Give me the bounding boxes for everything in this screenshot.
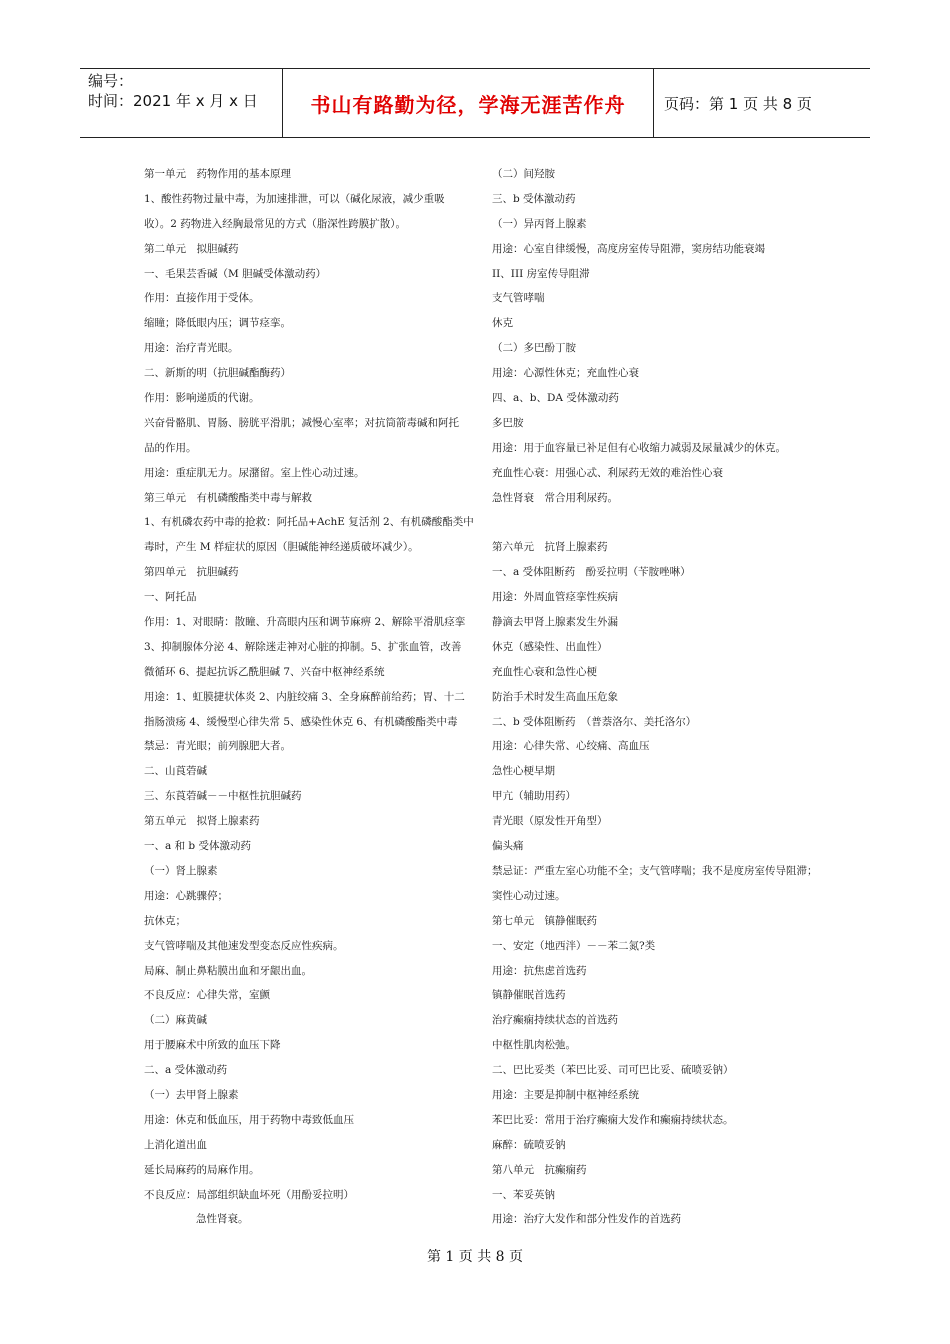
text-line: 用于腰麻术中所致的血压下降	[144, 1039, 281, 1052]
text-line: 二、巴比妥类（苯巴比妥、司可巴比妥、硫喷妥钠）	[492, 1064, 734, 1077]
text-line: 指肠溃疡 4、缓慢型心律失常 5、感染性休克 6、有机磷酸酯类中毒	[144, 715, 458, 728]
text-line: 用途：1、虹膜捷状体炎 2、内脏绞痛 3、全身麻醉前给药；胃、十二	[144, 690, 465, 703]
text-line: 用途：心律失常、心绞痛、高血压	[492, 740, 650, 753]
text-line: 作用：影响递质的代谢。	[144, 392, 260, 405]
text-line: 第七单元 镇静催眠药	[492, 914, 597, 927]
text-line: 第五单元 拟肾上腺素药	[144, 815, 260, 828]
text-line: 支气管哮喘	[492, 292, 545, 305]
text-line: 用途：心室自律缓慢，高度房室传导阻滞，窦房结功能衰竭	[492, 242, 765, 255]
text-line: 用途：治疗大发作和部分性发作的首选药	[492, 1213, 681, 1226]
text-line: 用途：心跳骤停；	[144, 889, 228, 902]
text-line: （一）异丙肾上腺素	[492, 217, 587, 230]
text-line: 三、东莨菪碱－－中枢性抗胆碱药	[144, 790, 302, 803]
text-line: 1、有机磷农药中毒的抢救：阿托品+AchE 复活剂 2、有机磷酸酯类中	[144, 516, 474, 529]
left-text-column	[144, 162, 474, 1232]
text-line: 充血性心衰：用强心忒、利尿药无效的难治性心衰	[492, 466, 723, 479]
text-line: 窦性心动过速。	[492, 889, 566, 902]
text-line: 麻醉：硫喷妥钠	[492, 1138, 566, 1151]
text-line: 收）。2 药物进入经胸最常见的方式（脂深性跨膜扩散）。	[144, 217, 407, 230]
right-text-column	[492, 162, 822, 1232]
text-line: 二、b 受体阻断药 （普萘洛尔、美托洛尔）	[492, 715, 697, 728]
text-line: 用途：外周血管痉挛性疾病	[492, 591, 618, 604]
text-line: 上消化道出血	[144, 1138, 207, 1151]
text-line: 不良反应：局部组织缺血坏死（用酚妥拉明）	[144, 1188, 354, 1201]
text-line: 兴奋骨骼肌、胃肠、膀胱平滑肌；减慢心室率；对抗筒箭毒碱和阿托	[144, 416, 459, 429]
text-line: 甲亢（辅助用药）	[492, 790, 576, 803]
text-line: 防治手术时发生高血压危象	[492, 690, 618, 703]
text-line: 禁忌：青光眼；前列腺肥大者。	[144, 740, 291, 753]
text-line: 第四单元 抗胆碱药	[144, 566, 239, 579]
text-line: 用途：主要是抑制中枢神经系统	[492, 1088, 639, 1101]
text-line: （二）多巴酚丁胺	[492, 342, 576, 355]
text-line: 四、a、b、DA 受体激动药	[492, 392, 619, 405]
text-line: 一、阿托品	[144, 591, 197, 604]
header-page-number: 页码：第 1 页 共 8 页	[664, 94, 812, 113]
text-line: 一、毛果芸香碱（M 胆碱受体激动药）	[144, 267, 327, 280]
text-line: 多巴胺	[492, 416, 524, 429]
text-line: 缩瞳；降低眼内压；调节痉挛。	[144, 317, 291, 330]
header-meta	[80, 69, 282, 137]
text-line: 局麻、制止鼻粘膜出血和牙龈出血。	[144, 964, 312, 977]
text-line: 三、b 受体激动药	[492, 192, 576, 205]
text-line: 用途：心源性休克；充血性心衰	[492, 367, 639, 380]
text-line: 静滴去甲肾上腺素发生外漏	[492, 616, 618, 629]
text-line: 用途：抗焦虑首选药	[492, 964, 587, 977]
text-line: 用途：治疗青光眼。	[144, 342, 239, 355]
text-line: 延长局麻药的局麻作用。	[144, 1163, 260, 1176]
text-line: 3、抑制腺体分泌 4、解除迷走神对心脏的抑制。5、扩张血管，改善	[144, 640, 462, 653]
text-line: 第八单元 抗癫痫药	[492, 1163, 587, 1176]
text-line: 一、a 受体阻断药 酚妥拉明（苄胺唑啉）	[492, 566, 691, 579]
text-line	[492, 510, 822, 535]
text-line: 镇静催眠首选药	[492, 989, 566, 1002]
text-line: 第三单元 有机磷酸酯类中毒与解救	[144, 491, 312, 504]
text-line: 休克	[492, 317, 513, 330]
text-line: 青光眼（原发性开角型）	[492, 815, 608, 828]
text-line: 二、山莨菪碱	[144, 765, 207, 778]
text-line: 中枢性肌肉松弛。	[492, 1039, 576, 1052]
text-line: 不良反应：心律失常，室颤	[144, 989, 270, 1002]
text-line: 休克（感染性、出血性）	[492, 640, 608, 653]
header-motto: 书山有路勤为径，学海无涯苦作舟	[282, 69, 654, 137]
document-date-label: 时间：2021 年 x 月 x 日	[88, 92, 258, 110]
text-line: 禁忌证：严重左室心功能不全；支气管哮喘；我不是度房室传导阻滞；	[492, 864, 818, 877]
text-line: 治疗癫痫持续状态的首选药	[492, 1014, 618, 1027]
text-line: （一）肾上腺素	[144, 864, 218, 877]
text-line: 毒时，产生 M 样症状的原因（胆碱能神经递质破坏减少）。	[144, 541, 419, 554]
text-line: 二、新斯的明（抗胆碱酯酶药）	[144, 367, 291, 380]
text-line: 第一单元 药物作用的基本原理	[144, 168, 291, 180]
text-line: 用途：用于血容量已补足但有心收缩力减弱及尿量减少的休克。	[492, 441, 786, 454]
text-line: II、III 房室传导阻滞	[492, 267, 590, 280]
text-line: 苯巴比妥：常用于治疗癫痫大发作和癫痫持续状态。	[492, 1113, 734, 1126]
text-line: 第六单元 抗肾上腺素药	[492, 541, 608, 554]
text-line: 用途：重症肌无力。尿潴留。室上性心动过速。	[144, 466, 365, 479]
text-line: 一、a 和 b 受体激动药	[144, 840, 251, 853]
text-line: 第二单元 拟胆碱药	[144, 242, 239, 255]
text-line: 充血性心衰和急性心梗	[492, 665, 597, 678]
text-line: 急性肾衰 常合用利尿药。	[492, 491, 618, 504]
page-footer: 第 1 页 共 8 页	[426, 1249, 524, 1265]
text-line: 1、酸性药物过量中毒，为加速排泄，可以（碱化尿液，减少重吸	[144, 192, 445, 205]
document-number-label: 编号：	[88, 72, 134, 90]
text-line: 急性心梗早期	[492, 765, 555, 778]
text-line: 一、安定（地西泮）－－苯二氮?类	[492, 939, 656, 952]
text-line: 作用：1、对眼睛：散瞳、升高眼内压和调节麻痹 2、解除平滑肌痉挛	[144, 616, 466, 629]
text-line: 作用：直接作用于受体。	[144, 292, 260, 305]
text-line: 支气管哮喘及其他速发型变态反应性疾病。	[144, 939, 344, 952]
text-line: 一、苯妥英钠	[492, 1188, 555, 1201]
page-header	[80, 68, 870, 138]
text-line: 微循环 6、提起抗诉乙酰胆碱 7、兴奋中枢神经系统	[144, 665, 385, 678]
text-line: 二、a 受体激动药	[144, 1064, 228, 1077]
text-line: 急性肾衰。	[196, 1213, 249, 1226]
text-line: 抗休克；	[144, 914, 186, 927]
text-line: （二）间羟胺	[492, 168, 555, 180]
text-line: （一）去甲肾上腺素	[144, 1088, 239, 1101]
text-line: （二）麻黄碱	[144, 1014, 207, 1027]
text-line: 品的作用。	[144, 441, 197, 454]
text-line: 用途：休克和低血压，用于药物中毒致低血压	[144, 1113, 354, 1126]
text-line: 偏头痛	[492, 840, 524, 853]
